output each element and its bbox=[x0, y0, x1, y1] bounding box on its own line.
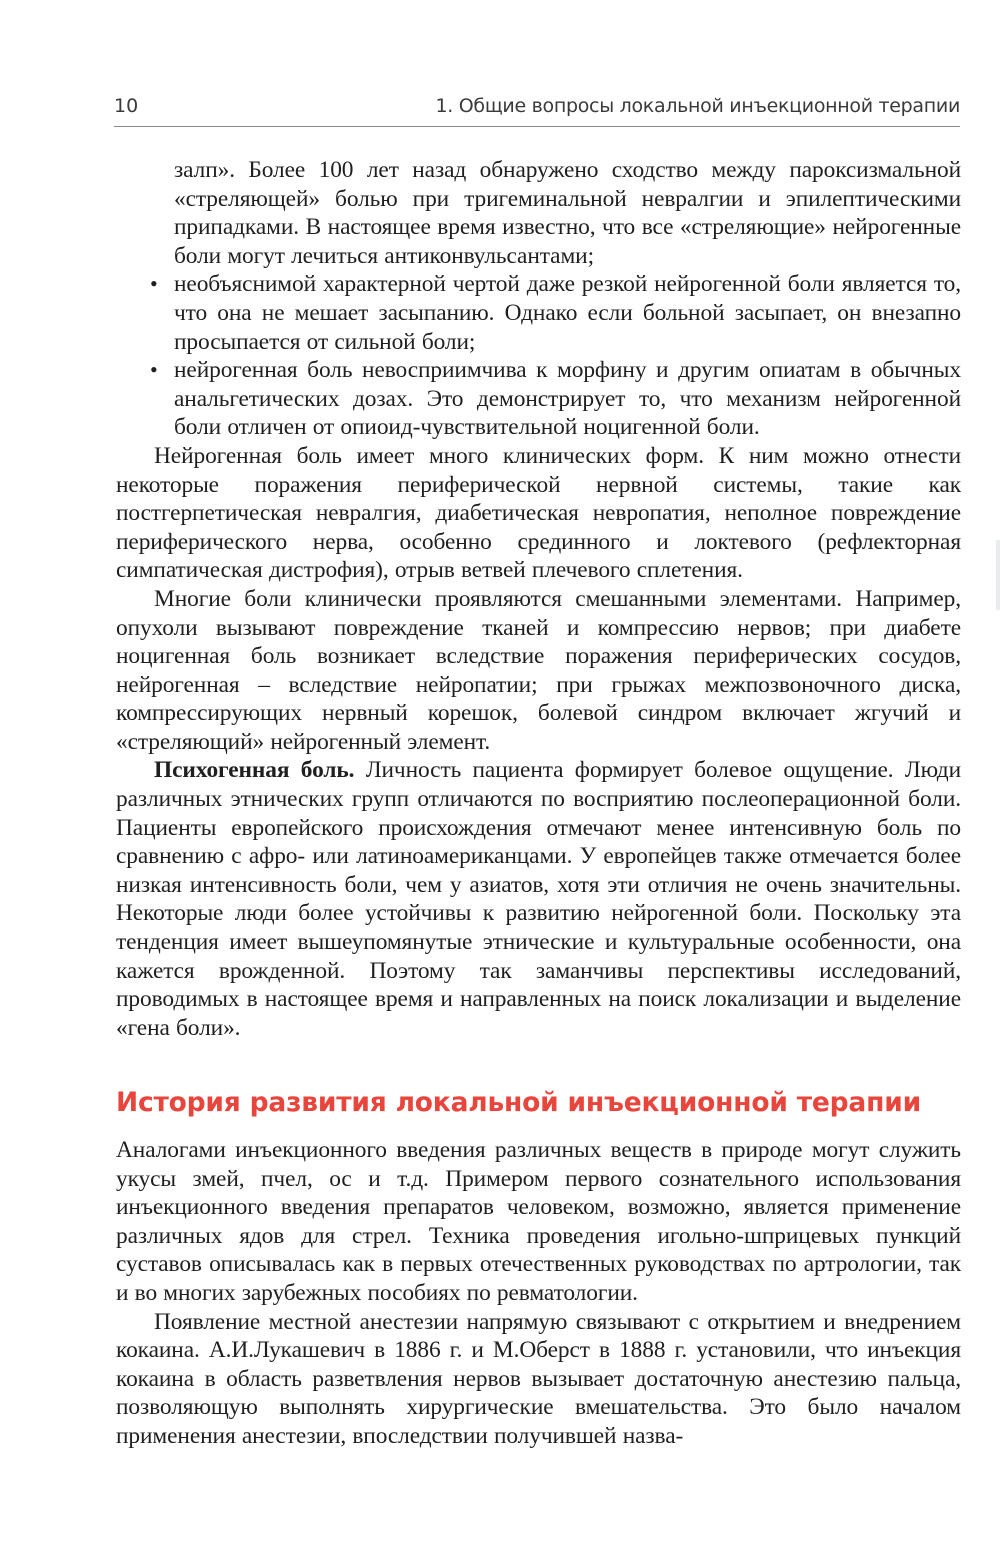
paragraph-neurogenic-forms: Нейрогенная боль имеет много клинических форм. К ним можно отнести некоторые поражения периферической нервной системы, такие как постгерпетическая невралгия, диабетическая невропатия, неполное повреждение периферического нерва, особенно срединного и локтевого (рефлекторная симпатическая дистрофия), отрыв ветвей плечевого сплетения. bbox=[116, 442, 961, 584]
main-text bbox=[116, 156, 961, 1042]
page-edge-marker bbox=[996, 540, 1000, 610]
bullet-icon: • bbox=[150, 271, 158, 297]
bullet-list bbox=[116, 270, 961, 442]
paragraph-local-anesthesia: Появление местной анестезии напрямую связывают с открытием и внедрением кокаина. А.И.Лукашевич в 1886 г. и М.Оберст в 1888 г. установили, что инъекция кокаина в область разветвления нервов вызывает достаточную анестезию пальца, позволяющую выполнять хирургические вмешательства. Это было началом применения анестезии, впоследствии получившей назва- bbox=[116, 1308, 961, 1449]
running-header bbox=[114, 88, 960, 127]
list-item bbox=[116, 270, 961, 356]
psychogenic-pain-text: Личность пациента формирует болевое ощущение. Люди различных этнических групп отличаются по восприятию послеоперационной боли. Пациенты европейского происхождения отмечают менее интенсивную боль по сравнению с афро- или латиноамериканцами. У европейцев также отмечается более низкая интенсивность боли, чем у азиатов, хотя эти отличия не очень значительны. Некоторые люди более устойчивы к развитию нейрогенной боли. Поскольку эта тенденция имеет вышеупомянутые этнические и культуральные особенности, она кажется врожденной. Поэтому так заманчивы перспективы исследований, проводимых в настоящее время и направленных на поиск локализации и выделение «гена боли». bbox=[116, 757, 961, 1041]
list-item-text: необъяснимой характерной чертой даже резкой нейрогенной боли является то, что она не мешает засыпанию. Однако если больной засыпает, он внезапно просыпается от сильной боли; bbox=[174, 271, 961, 355]
list-item-text: нейрогенная боль невосприимчива к морфину и другим опиатам в обычных анальгетических дозах. Это демонстрирует то, что механизм нейрогенной боли отличен от опиоид-чувствительной ноцигенной боли. bbox=[174, 357, 961, 441]
term-psychogenic-pain: Психогенная боль. bbox=[154, 757, 355, 784]
list-item bbox=[116, 356, 961, 442]
section-text bbox=[116, 1136, 961, 1451]
continuation-paragraph: залп». Более 100 лет назад обнаружено сходство между пароксизмальной «стреляющей» болью при тригеминальной невралгии и эпилептическими припадками. В настоящее время известно, что все «стреляющие» нейрогенные боли могут лечиться антиконвульсантами; bbox=[174, 157, 961, 269]
paragraph-psychogenic-pain bbox=[116, 756, 961, 1042]
section-heading: История развития локальной инъекционной терапии bbox=[116, 1087, 921, 1118]
paragraph-analogs: Аналогами инъекционного введения различных веществ в природе могут служить укусы змей, пчел, ос и т.д. Примером первого сознательного использования инъекционного введения препаратов человеком, возможно, является применение различных ядов для стрел. Техника проведения игольно-шприцевых пункций суставов описывалась как в первых отечественных руководствах по артрологии, так и во многих зарубежных пособиях по ревматологии. bbox=[116, 1137, 961, 1306]
running-title: 1. Общие вопросы локальной инъекционной терапии bbox=[435, 95, 960, 117]
bullet-icon: • bbox=[150, 357, 158, 383]
page-number: 10 bbox=[114, 95, 139, 117]
paragraph-mixed-pain: Многие боли клинически проявляются смешанными элементами. Например, опухоли вызывают повреждение тканей и компрессию нервов; при диабете ноцигенная боль возникает вследствие поражения периферических сосудов, нейрогенная – вследствие нейропатии; при грыжах межпозвоночного диска, компрессирующих нервный корешок, болевой синдром включает жгучий и «стреляющий» нейрогенный элемент. bbox=[116, 585, 961, 755]
